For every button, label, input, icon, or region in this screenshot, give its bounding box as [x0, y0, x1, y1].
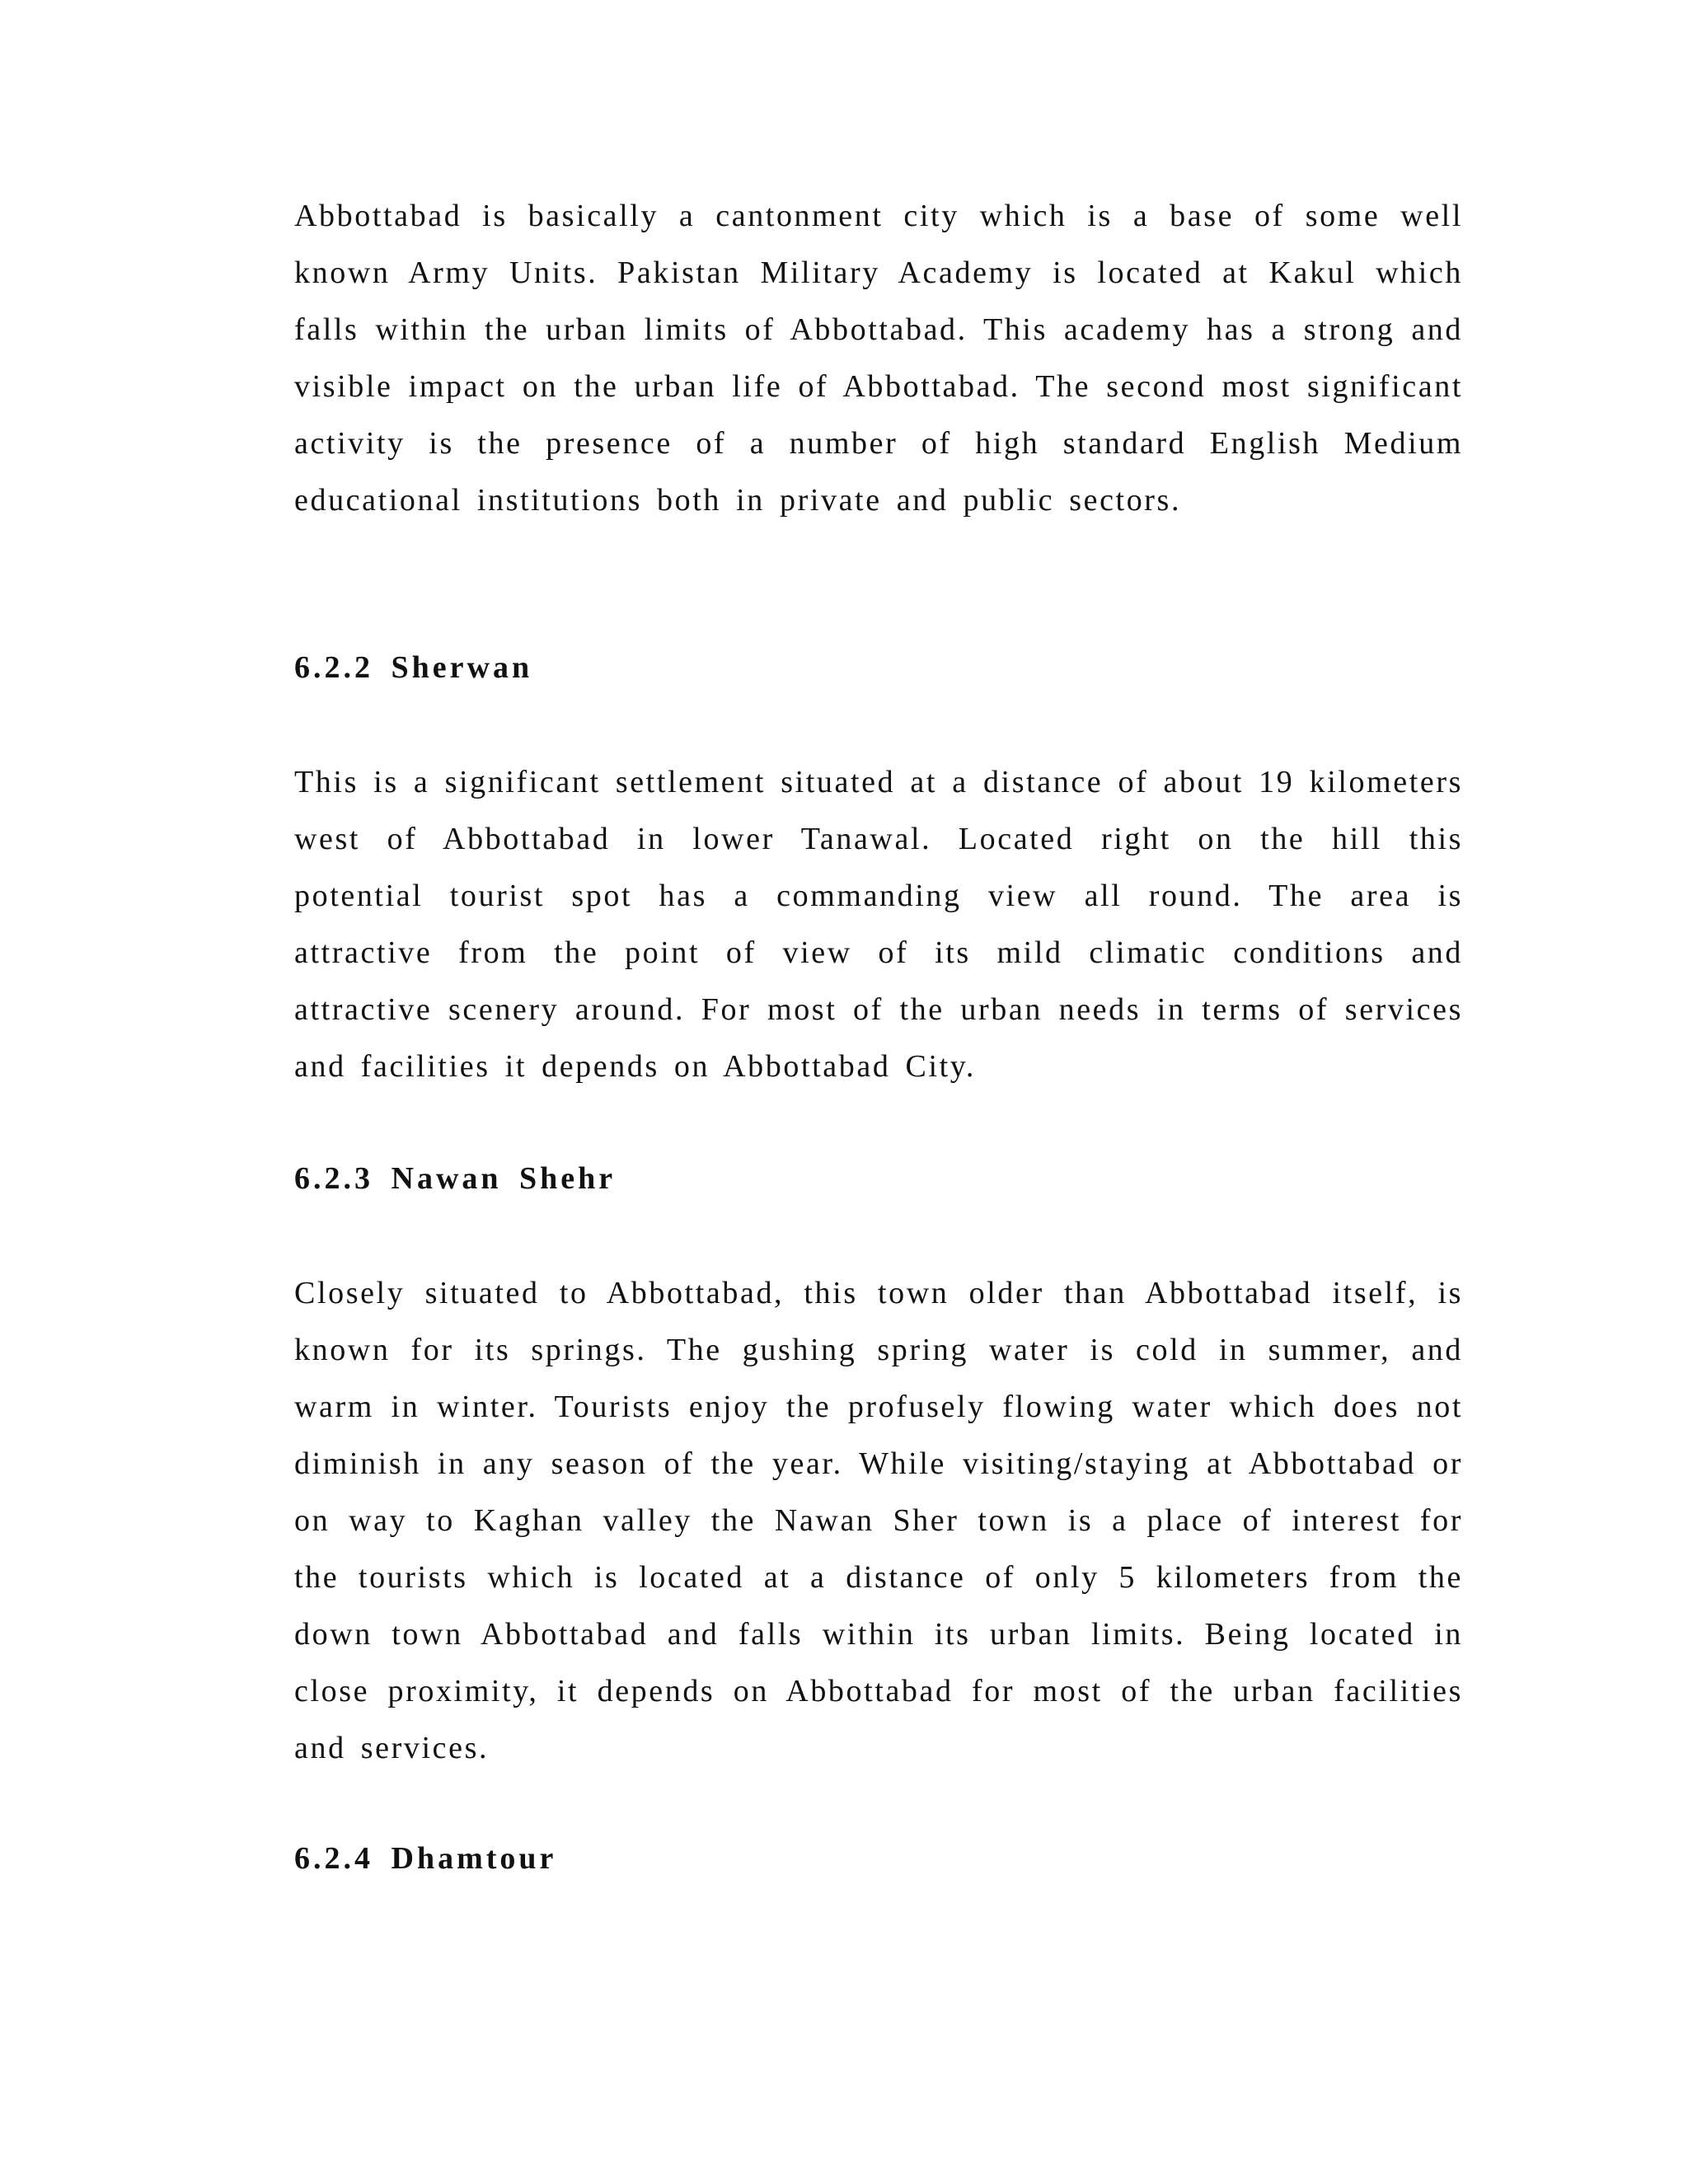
- paragraph-abbottabad: Abbottabad is basically a cantonment city which is a base of some well known Army Units. Pakistan Military Academy is located at Kakul which falls within the urban limits of Abbottabad. This academy has a strong and visible impact on the urban life of Abbottabad. The second most significant activity is the presence of a number of high standard English Medium educational institutions both in private and public sectors.: [294, 199, 1463, 518]
- section-heading-nawan-shehr: 6.2.3 Nawan Shehr: [294, 1161, 617, 1196]
- section-heading-dhamtour: 6.2.4 Dhamtour: [294, 1841, 557, 1876]
- section-heading-sherwan: 6.2.2 Sherwan: [294, 650, 533, 685]
- paragraph-nawan-shehr: Closely situated to Abbottabad, this town older than Abbottabad itself, is known for its springs. The gushing spring water is cold in summer, and warm in winter. Tourists enjoy the profusely flowing water which does not diminish in any season of the year. While visiting/staying at Abbottabad or on way to Kaghan valley the Nawan Sher town is a place of interest for the tourists which is located at a distance of only 5 kilometers from the down town Abbottabad and falls within its urban limits. Being located in close proximity, it depends on Abbottabad for most of the urban facilities and services.: [294, 1276, 1463, 1765]
- paragraph-sherwan: This is a significant settlement situated at a distance of about 19 kilometers west of Abbottabad in lower Tanawal. Located right on the hill this potential tourist spot has a commanding view all round. The area is attractive from the point of view of its mild climatic conditions and attractive scenery around. For most of the urban needs in terms of services and facilities it depends on Abbottabad City.: [294, 765, 1463, 1084]
